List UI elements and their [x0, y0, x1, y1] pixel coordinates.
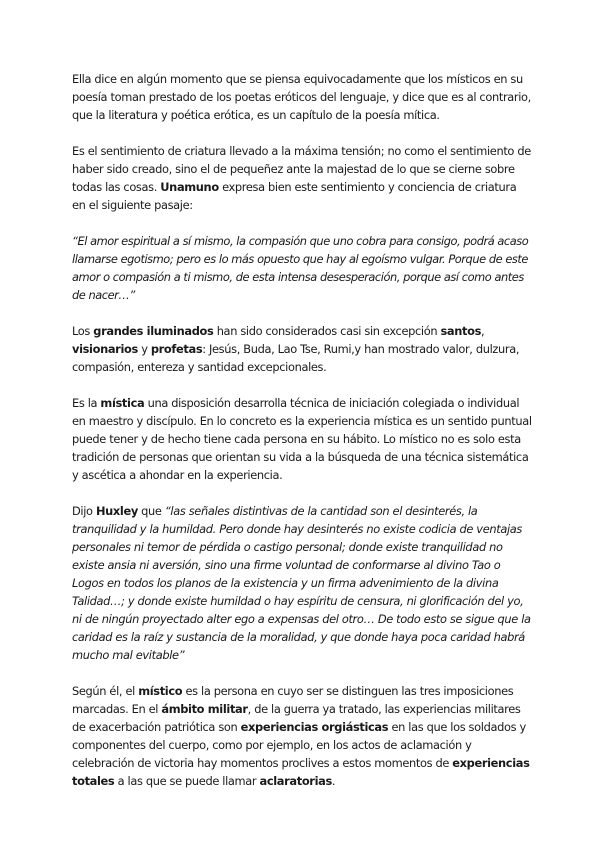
- text-run: Según él, el: [72, 684, 139, 698]
- paragraph-6: [72, 502, 532, 664]
- paragraph-7: [72, 682, 532, 790]
- text-run: una disposición desarrolla técnica de iniciación colegiada o individual en maestro y discípulo. En lo concreto es la experiencia mística es un sentido puntual puede tener y de hecho tiene cada persona en su hábito. Lo místico no es solo esta tradición de personas que orientan su vida a la búsqueda de una técnica sistemática y ascética a ahondar en la experiencia.: [72, 396, 532, 482]
- bold-text: santos: [440, 324, 482, 338]
- bold-text: visionarios: [72, 342, 138, 356]
- bold-text: aclaratorias: [259, 774, 332, 788]
- text-run: Dijo: [72, 504, 96, 518]
- text-run: es la persona en cuyo ser se distinguen las tres imposiciones marcadas. En el: [72, 684, 514, 716]
- bold-text: experiencias totales: [72, 756, 530, 788]
- text-run: han sido considerados casi sin excepción: [213, 324, 441, 338]
- paragraph-4: [72, 322, 532, 376]
- text-run: Los: [72, 324, 94, 338]
- bold-text: místico: [138, 684, 183, 698]
- paragraph-2: [72, 142, 532, 214]
- text-run: ,: [481, 324, 485, 338]
- bold-text: ámbito militar: [161, 702, 248, 716]
- paragraph-3-quote: [72, 232, 532, 304]
- text-run: : Jesús, Buda, Lao Tse, Rumi,y han mostrado valor, dulzura, compasión, entereza y santidad excepcionales.: [72, 342, 520, 374]
- bold-text: grandes iluminados: [93, 324, 214, 338]
- italic-quote-text: “El amor espiritual a sí mismo, la compasión que uno cobra para consigo, podrá acaso llamarse egotismo; pero es lo más opuesto que hay al egoísmo vulgar. Porque de este amor o compasión a ti mismo, de esta intensa desesperación, porque así como antes de nacer…”: [72, 234, 529, 302]
- bold-text: Unamuno: [160, 180, 219, 194]
- paragraph-1: [72, 70, 532, 124]
- bold-text: Huxley: [95, 504, 138, 518]
- document-page: [72, 70, 532, 808]
- bold-text: profetas: [150, 342, 203, 356]
- text-run: y: [137, 342, 151, 356]
- bold-text: mística: [100, 396, 145, 410]
- paragraph-5: [72, 394, 532, 484]
- text-run: a las que se puede llamar: [114, 774, 260, 788]
- bold-text: experiencias orgiásticas: [240, 720, 389, 734]
- text-run: Es el sentimiento de criatura llevado a la máxima tensión; no como el sentimiento de haber sido creado, sino el de pequeñez ante la majestad de lo que se cierne sobre todas las cosas.: [72, 144, 531, 194]
- text-run: , de la guerra ya tratado, las experiencias militares de exacerbación patriótica son: [72, 702, 521, 734]
- text-run: .: [331, 774, 336, 788]
- text-run: Ella dice en algún momento que se piensa equivocadamente que los místicos en su poesía toman prestado de los poetas eróticos del lenguaje, y dice que es al contrario, que la literatura y poética erótica, es un capítulo de la poesía mítica.: [72, 72, 531, 122]
- text-run: que: [137, 504, 165, 518]
- text-run: expresa bien este sentimiento y conciencia de criatura en el siguiente pasaje:: [72, 180, 517, 212]
- italic-quote-text: “las señales distintivas de la cantidad son el desinterés, la tranquilidad y la humildad. Pero donde hay desinterés no existe codicia de ventajas personales ni temor de pérdida o castigo personal; donde existe tranquilidad no existe ansia ni aversión, sino una firme voluntad de conformarse al divino Tao o Logos en todos los planos de la existencia y un firma advenimiento de la divina Talidad…; y donde existe humildad o hay espíritu de censura, ni glorificación del yo, ni de ningún proyectado alter ego a expensas del otro… De todo esto se sigue que la caridad es la raíz y sustancia de la moralidad, y que donde haya poca caridad habrá mucho mal evitable”: [72, 504, 531, 662]
- text-run: en las que los soldados y componentes del cuerpo, como por ejemplo, en los actos de aclamación y celebración de victoria hay momentos proclives a estos momentos de: [72, 720, 526, 770]
- text-run: Es la: [72, 396, 101, 410]
